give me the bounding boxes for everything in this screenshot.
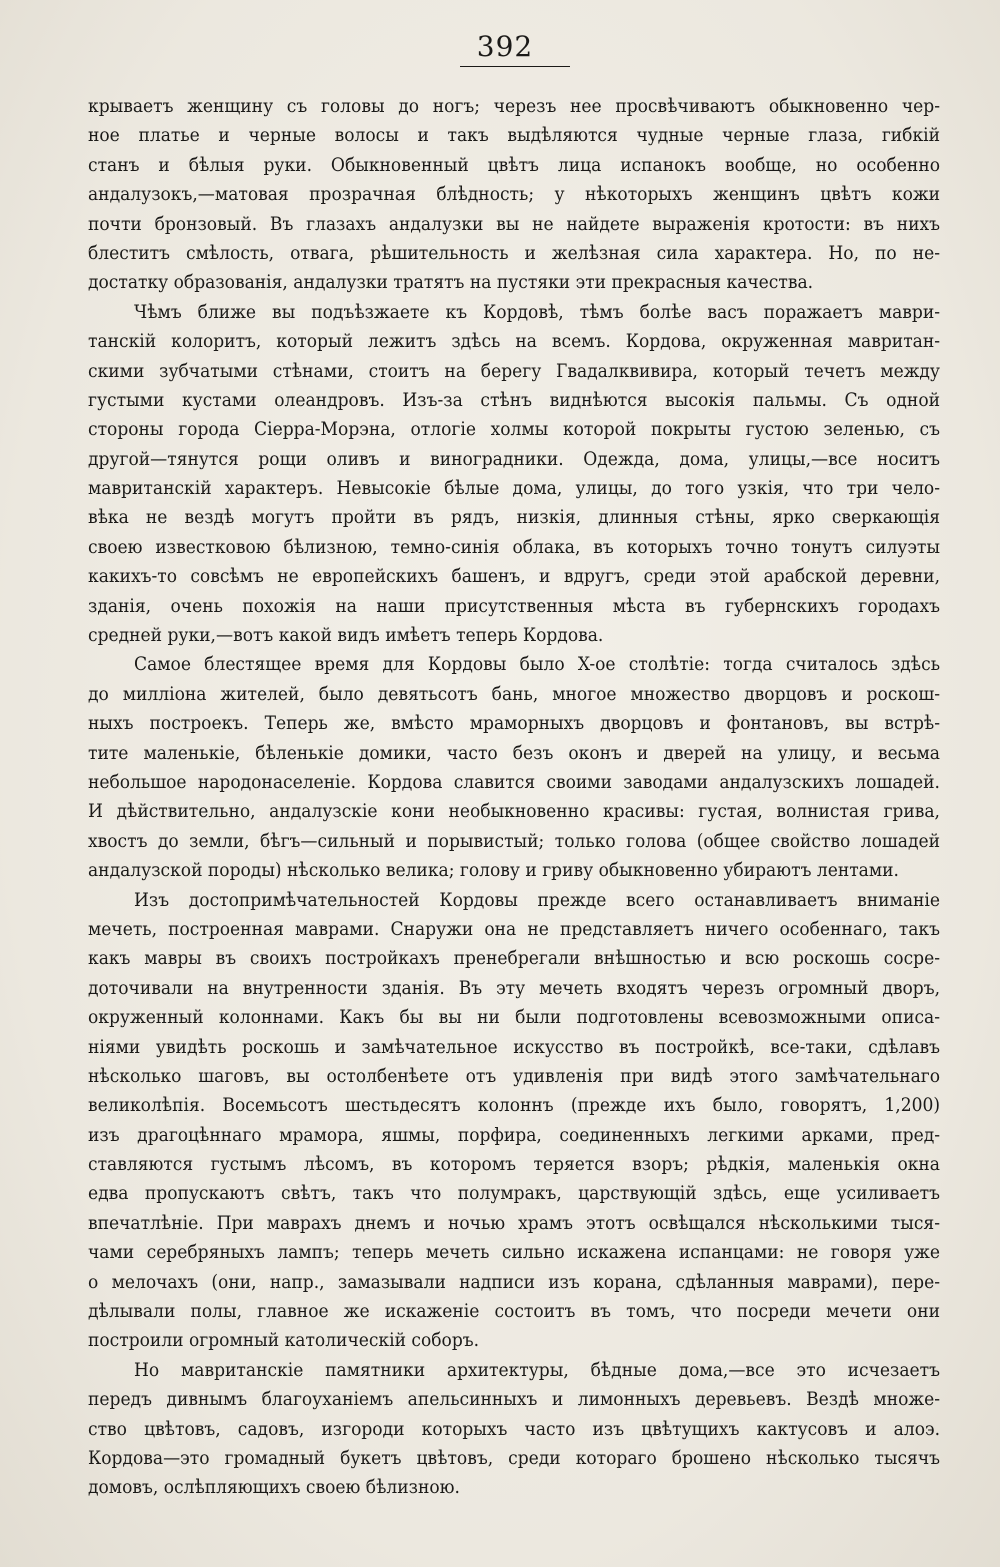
text-line: скими зубчатыми стѣнами, стоитъ на берегу Гвадалквивира, который течетъ между xyxy=(88,359,940,382)
text-line: стороны города Сіерра-Морэна, отлогіе холмы которой покрыты густою зеленью, съ xyxy=(88,418,940,441)
text-line: едва пропускаютъ свѣтъ, такъ что полумракъ, царствующій здѣсь, еще усиливаетъ xyxy=(88,1182,940,1205)
text-line: тите маленькіе, бѣленькіе домики, часто безъ оконъ и дверей на улицу, и весьма xyxy=(88,741,940,764)
text-line: андалузской породы) нѣсколько велика; голову и гриву обыкновенно убираютъ лентами. xyxy=(88,859,899,882)
text-line: окруженный колоннами. Какъ бы вы ни были подготовлены всевозможными описа- xyxy=(88,1006,940,1029)
text-line: вѣка не вездѣ могутъ пройти въ рядъ, низкія, длинныя стѣны, ярко сверкающія xyxy=(88,506,940,529)
text-line: о мелочахъ (они, напр., замазывали надписи изъ корана, сдѣланныя маврами), пере- xyxy=(88,1270,940,1293)
text-line: Изъ достопримѣчательностей Кордовы прежде всего останавливаетъ вниманіе xyxy=(134,888,940,911)
text-line: Кордова—это громадный букетъ цвѣтовъ, среди котораго брошено нѣсколько тысячъ xyxy=(88,1446,940,1469)
text-line: чами серебряныхъ лампъ; теперь мечеть сильно искажена испанцами: не говоря уже xyxy=(88,1241,940,1264)
paragraph xyxy=(88,298,940,651)
paragraph xyxy=(88,650,940,885)
text-line: мечеть, построенная маврами. Снаружи она не представляетъ ничего особеннаго, такъ xyxy=(88,917,940,940)
text-line: своею известковою бѣлизною, темно-синія облака, въ которыхъ точно тонутъ силуэты xyxy=(88,535,940,558)
text-line: густыми кустами олеандровъ. Изъ-за стѣнъ виднѣются высокія пальмы. Съ одной xyxy=(88,388,940,411)
text-line: хвостъ до земли, бѣгъ—сильный и порывистый; только голова (общее свойство лошадей xyxy=(88,829,940,852)
text-line: небольшое народонаселеніе. Кордова славится своими заводами андалузскихъ лошадей. xyxy=(88,770,940,793)
text-line: андалузокъ,—матовая прозрачная блѣдность; у нѣкоторыхъ женщинъ цвѣтъ кожи xyxy=(88,183,940,206)
text-line: дѣлывали полы, главное же искаженіе состоитъ въ томъ, что посреди мечети они xyxy=(88,1300,940,1323)
text-line: великолѣпія. Восемьсотъ шестьдесятъ колоннъ (прежде ихъ было, говорятъ, 1,200) xyxy=(88,1094,940,1117)
text-line: Но мавританскіе памятники архитектуры, бѣдные дома,—все это исчезаетъ xyxy=(134,1358,940,1381)
text-line: танскій колоритъ, который лежитъ здѣсь на всемъ. Кордова, окруженная мавритан- xyxy=(88,330,940,353)
text-line: блеститъ смѣлость, отвага, рѣшительность и желѣзная сила характера. Но, по не- xyxy=(88,241,940,264)
text-line: впечатлѣніе. При маврахъ днемъ и ночью храмъ этотъ освѣщался нѣсколькими тыся- xyxy=(88,1211,940,1234)
text-line: средней руки,—вотъ какой видъ имѣетъ теперь Кордова. xyxy=(88,624,604,647)
text-line: мавританскій характеръ. Невысокіе бѣлые дома, улицы, до того узкія, что три чело- xyxy=(88,477,940,500)
text-line: зданія, очень похожія на наши присутственныя мѣста въ губернскихъ городахъ xyxy=(88,594,940,617)
page-header xyxy=(0,30,1000,70)
text-line: до милліона жителей, было девятьсотъ бань, многое множество дворцовъ и роскош- xyxy=(88,682,940,705)
text-line: построили огромный католическій соборъ. xyxy=(88,1329,480,1352)
text-line: Чѣмъ ближе вы подъѣзжаете къ Кордовѣ, тѣмъ болѣе васъ поражаетъ маври- xyxy=(134,300,940,323)
text-line: И дѣйствительно, андалузскіе кони необыкновенно красивы: густая, волнистая грива, xyxy=(88,800,940,823)
text-line: ніями увидѣть роскошь и замѣчательное искусство въ постройкѣ, все-таки, сдѣлавъ xyxy=(88,1035,940,1058)
body-text xyxy=(88,92,940,1503)
text-line: какъ мавры въ своихъ постройкахъ пренебрегали внѣшностью и всю роскошь сосре- xyxy=(88,947,940,970)
text-line: изъ драгоцѣннаго мрамора, яшмы, порфира, соединенныхъ легкими арками, пред- xyxy=(88,1123,940,1146)
text-line: почти бронзовый. Въ глазахъ андалузки вы не найдете выраженія кротости: въ нихъ xyxy=(88,212,940,235)
text-line: другой—тянутся рощи оливъ и виноградники. Одежда, дома, улицы,—все носитъ xyxy=(88,447,940,470)
page-number: 392 xyxy=(476,30,534,63)
paragraph xyxy=(88,1356,940,1503)
text-line: станъ и бѣлыя руки. Обыкновенный цвѣтъ лица испанокъ вообще, но особенно xyxy=(88,153,940,176)
text-line: Самое блестящее время для Кордовы было X-ое столѣтіе: тогда считалось здѣсь xyxy=(134,653,940,676)
text-line: достатку образованія, андалузки тратятъ на пустяки эти прекрасныя качества. xyxy=(88,271,814,294)
text-line: ныхъ построекъ. Теперь же, вмѣсто мраморныхъ дворцовъ и фонтановъ, вы встрѣ- xyxy=(88,712,940,735)
text-line: ство цвѣтовъ, садовъ, изгороди которыхъ часто изъ цвѣтущихъ кактусовъ и алоэ. xyxy=(88,1417,940,1440)
text-line: домовъ, ослѣпляющихъ своею бѣлизною. xyxy=(88,1476,460,1499)
text-line: ное платье и черные волосы и такъ выдѣляются чудные черные глаза, гибкій xyxy=(88,124,940,147)
paragraph xyxy=(88,92,940,298)
header-rule xyxy=(460,66,570,67)
text-line: передъ дивнымъ благоуханіемъ апельсинныхъ и лимонныхъ деревьевъ. Вездѣ множе- xyxy=(88,1388,940,1411)
text-line: крываетъ женщину съ головы до ногъ; черезъ нее просвѣчиваютъ обыкновенно чер- xyxy=(88,95,940,117)
text-line: ставляются густымъ лѣсомъ, въ которомъ теряется взоръ; рѣдкія, маленькія окна xyxy=(88,1153,940,1176)
text-line: какихъ-то совсѣмъ не европейскихъ башенъ, и вдругъ, среди этой арабской деревни, xyxy=(88,565,940,588)
paragraph xyxy=(88,886,940,1356)
text-line: доточивали на внутренности зданія. Въ эту мечеть входятъ черезъ огромный дворъ, xyxy=(88,976,940,999)
text-line: нѣсколько шаговъ, вы остолбенѣете отъ удивленія при видѣ этого замѣчательнаго xyxy=(88,1064,940,1087)
